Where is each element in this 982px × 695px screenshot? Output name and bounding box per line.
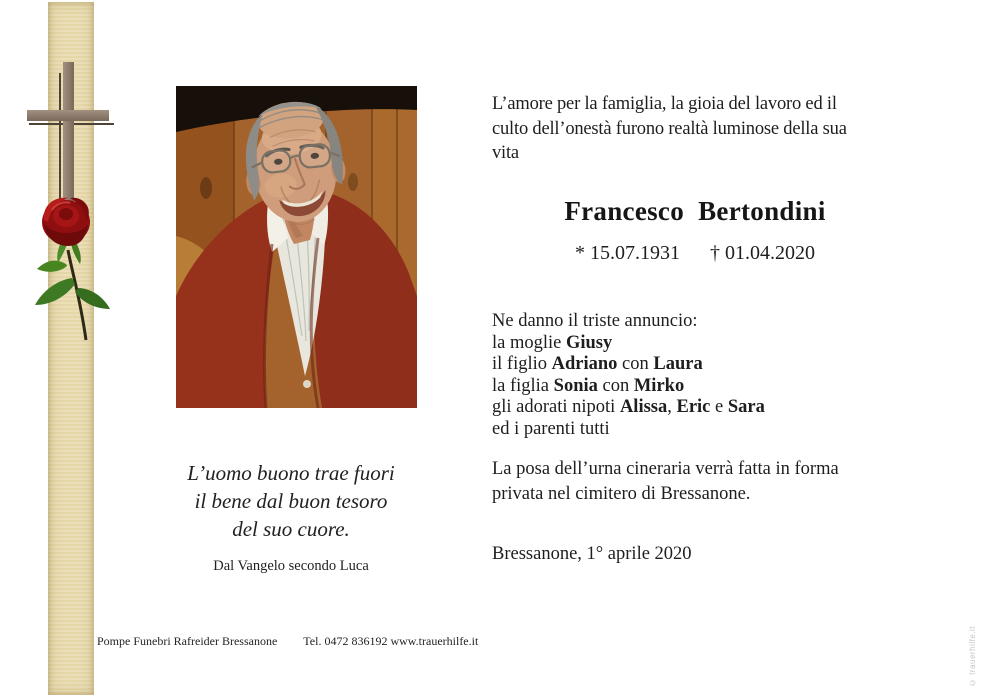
deceased-name: Francesco Bertondini: [564, 196, 826, 226]
intro-line: L’amore per la famiglia, la gioia del lavoro ed il: [492, 94, 837, 114]
portrait-photo: [176, 86, 417, 408]
announcement-line: la moglie Giusy: [492, 332, 613, 353]
rose-icon: [28, 192, 124, 342]
announcement-line: la figlia Sonia con Mirko: [492, 375, 685, 396]
watermark: © trauerhilfe.it: [968, 625, 977, 687]
funeral-home-contact: Tel. 0472 836192 www.trauerhilfe.it: [303, 634, 479, 648]
cross-icon: [27, 110, 109, 121]
death-date: † 01.04.2020: [710, 242, 815, 264]
burial-notice: [492, 457, 884, 506]
burial-line: privata nel cimitero di Bressanone.: [492, 483, 751, 504]
announcement-line: gli adorati nipoti Alissa, Eric e Sara: [492, 397, 765, 418]
announcement-heading: Ne danno il triste annuncio:: [492, 311, 698, 331]
birth-date: * 15.07.1931: [575, 242, 680, 264]
quote-line: L’uomo buono trae fuori: [187, 461, 395, 485]
quote-line: del suo cuore.: [232, 517, 350, 541]
cross-icon: [63, 62, 74, 208]
intro-text: [492, 92, 876, 166]
announcement-line: il figlio Adriano con Laura: [492, 354, 703, 375]
intro-line: vita: [492, 143, 519, 163]
burial-line: La posa dell’urna cineraria verrà fatta in forma: [492, 459, 839, 479]
funeral-home-name: Pompe Funebri Rafreider Bressanone: [97, 634, 278, 648]
announcement-lines: [492, 333, 765, 441]
gospel-quote: [130, 459, 452, 580]
place-and-date: Bressanone, 1° aprile 2020: [492, 544, 692, 564]
announcement-block: [492, 311, 765, 441]
life-dates: [500, 242, 890, 265]
funeral-home-footer: [97, 634, 478, 649]
intro-line: culto dell’onestà furono realtà luminose della sua: [492, 118, 847, 139]
announcement-line: ed i parenti tutti: [492, 418, 610, 439]
quote-line: il bene dal buon tesoro: [194, 489, 388, 513]
quote-attribution: Dal Vangelo secondo Luca: [213, 558, 369, 574]
